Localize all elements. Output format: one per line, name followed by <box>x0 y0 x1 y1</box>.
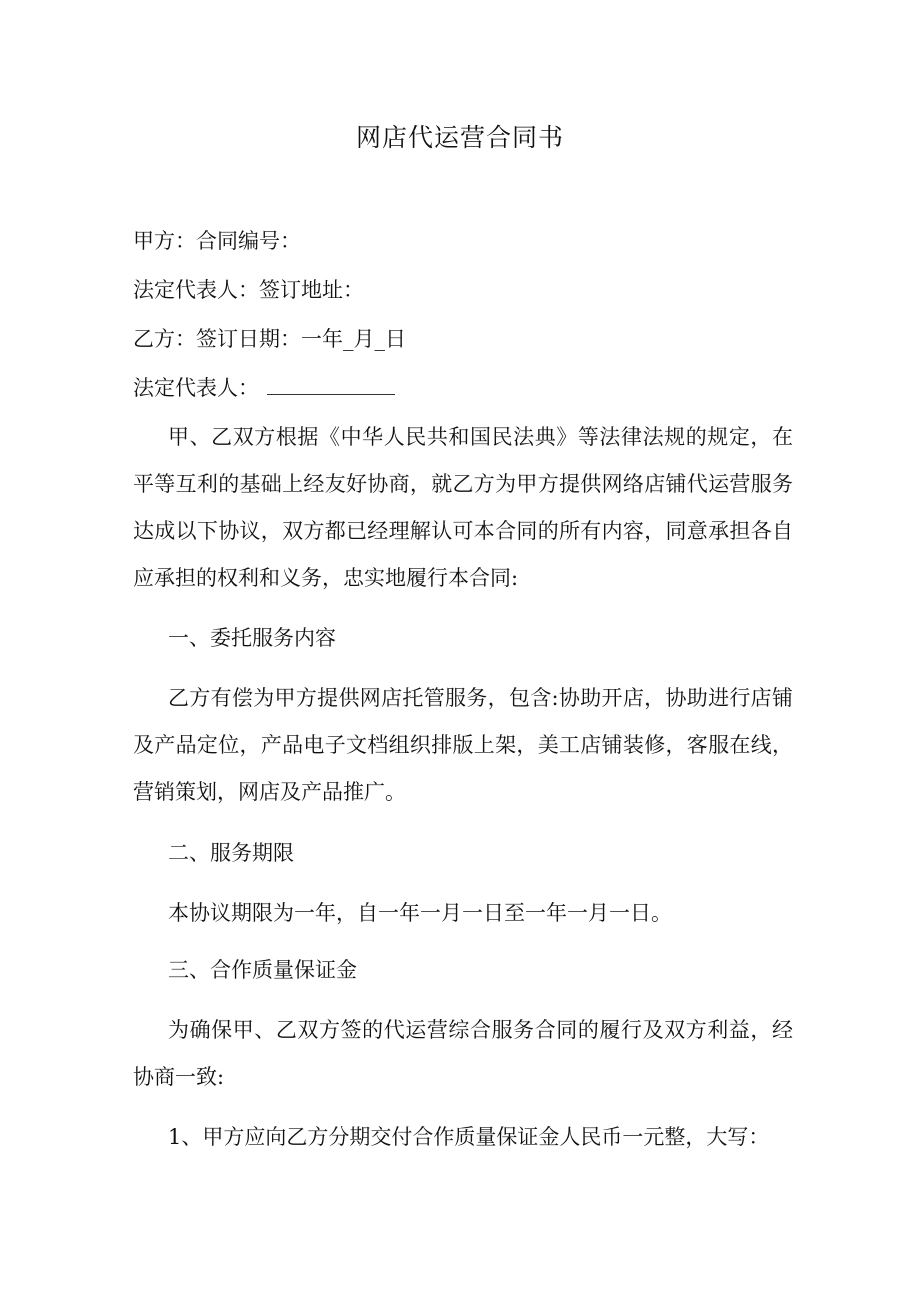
section-3-heading: 三、合作质量保证金 <box>168 958 357 982</box>
legal-rep-a-line: 法定代表人：签订地址： <box>133 278 364 302</box>
clause-1-paragraph: 1、甲方应向乙方分期交付合作质量保证金人民币一元整，大写： <box>168 1125 770 1149</box>
document-title: 网店代运营合同书 <box>355 123 564 152</box>
signature-blank <box>267 376 395 395</box>
section-2-heading: 二、服务期限 <box>168 841 294 865</box>
section-3-body: 为确保甲、乙双方签的代运营综合服务合同的履行及双方利益，经协商一致: <box>133 1018 793 1089</box>
section-1-body: 乙方有偿为甲方提供网店托管服务，包含:协助开店，协助进行店铺及产品定位，产品电子文档组织排版上架，美工店铺装修，客服在线，营销策划，网店及产品推广。 <box>133 686 793 804</box>
party-b-line: 乙方：签订日期：一年_月_日 <box>133 327 406 351</box>
party-a-line: 甲方：合同编号： <box>133 229 301 253</box>
section-2-body: 本协议期限为一年，自一年一月一日至一年一月一日。 <box>168 901 672 925</box>
legal-rep-b-label: 法定代表人： <box>133 376 259 400</box>
intro-paragraph: 甲、乙双方根据《中华人民共和国民法典》等法律法规的规定，在平等互利的基础上经友好协商，就乙方为甲方提供网络店铺代运营服务达成以下协议，双方都已经理解认可本合同的所有内容，同意承担各自应承担的权利和义务，忠实地履行本合同: <box>133 425 793 590</box>
legal-rep-b-line <box>133 373 395 403</box>
section-1-heading: 一、委托服务内容 <box>168 626 336 650</box>
